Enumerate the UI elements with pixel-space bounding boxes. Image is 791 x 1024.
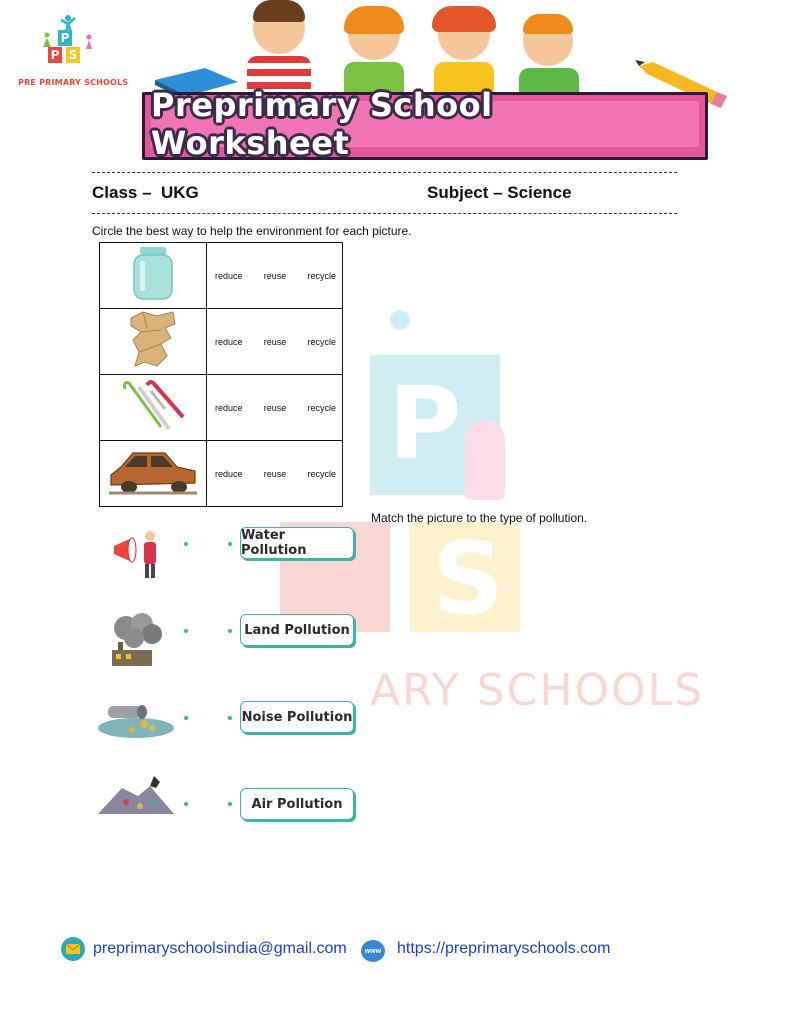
table-row	[100, 309, 343, 375]
options-cell	[207, 441, 343, 507]
section1-instruction: Circle the best way to help the environment for each picture.	[92, 224, 412, 238]
match-dot[interactable]	[184, 716, 188, 720]
watermark-letter-s: S	[432, 520, 505, 637]
option-reuse[interactable]: reuse	[263, 468, 287, 479]
options-cell	[207, 309, 343, 375]
crumpled-paper-icon	[127, 310, 179, 368]
banner	[142, 86, 708, 162]
garbage-pile-icon	[96, 776, 176, 816]
options-cell	[207, 243, 343, 309]
option-recycle[interactable]: recycle	[307, 336, 336, 347]
match-dot[interactable]	[228, 802, 232, 806]
logo-block-p2: P	[48, 47, 62, 63]
picture-cell	[100, 441, 207, 507]
boy-figure-icon	[82, 34, 96, 50]
kid-girl-2	[430, 6, 500, 96]
logo	[18, 14, 128, 94]
girl-figure-icon	[40, 32, 54, 48]
divider-bottom	[92, 213, 677, 214]
option-reuse[interactable]: reuse	[263, 270, 287, 281]
rusty-car-icon	[107, 445, 199, 497]
watermark-girl-icon	[465, 420, 505, 500]
class-label: Class – UKG	[92, 183, 199, 202]
smoke-factory-icon	[108, 612, 166, 668]
label-air-pollution[interactable]: Air Pollution	[240, 788, 354, 820]
logo-block-p: P	[58, 30, 72, 46]
option-reduce[interactable]: reduce	[215, 336, 243, 347]
globe-icon	[361, 940, 385, 962]
table-row	[100, 441, 343, 507]
table-row	[100, 243, 343, 309]
picture-cell	[100, 309, 207, 375]
match-dot[interactable]	[184, 542, 188, 546]
option-recycle[interactable]: recycle	[307, 468, 336, 479]
label-land-pollution[interactable]: Land Pollution	[240, 614, 354, 646]
glass-jar-icon	[128, 245, 178, 301]
noise-megaphone-icon	[110, 528, 165, 580]
kids-illustration	[150, 0, 730, 95]
logo-block-s: S	[66, 47, 80, 63]
match-dot[interactable]	[228, 542, 232, 546]
option-recycle[interactable]: recycle	[307, 402, 336, 413]
label-water-pollution[interactable]: Water Pollution	[240, 527, 354, 559]
match-dot[interactable]	[184, 629, 188, 633]
option-reuse[interactable]: reuse	[263, 402, 287, 413]
choices-table	[99, 242, 343, 507]
option-reduce[interactable]: reduce	[215, 270, 243, 281]
logo-text: PRE PRIMARY SCHOOLS	[18, 78, 129, 87]
match-dot[interactable]	[228, 716, 232, 720]
options-cell	[207, 375, 343, 441]
kid-girl-1	[340, 6, 410, 96]
picture-cell	[100, 375, 207, 441]
option-recycle[interactable]: recycle	[307, 270, 336, 281]
footer-website[interactable]: https://preprimaryschools.com	[397, 940, 611, 957]
match-dot[interactable]	[184, 802, 188, 806]
www-badge: www	[364, 947, 382, 955]
option-reduce[interactable]: reduce	[215, 468, 243, 479]
water-pipe-icon	[96, 700, 176, 742]
plastic-straws-icon	[117, 377, 189, 433]
kid-boy-1	[245, 0, 315, 95]
match-dot[interactable]	[228, 629, 232, 633]
watermark-figure-icon	[390, 310, 410, 330]
section2-instruction: Match the picture to the type of pollution.	[371, 511, 588, 525]
option-reuse[interactable]: reuse	[263, 336, 287, 347]
kid-boy-2	[515, 14, 585, 96]
picture-cell	[100, 243, 207, 309]
footer-email[interactable]: preprimaryschoolsindia@gmail.com	[93, 940, 347, 957]
email-icon	[60, 936, 86, 962]
subject-label: Subject – Science	[427, 183, 572, 202]
label-noise-pollution[interactable]: Noise Pollution	[240, 701, 354, 733]
option-reduce[interactable]: reduce	[215, 402, 243, 413]
watermark-letter-p: P	[388, 365, 462, 482]
watermark-text: ARY SCHOOLS	[370, 665, 705, 716]
divider-top	[92, 172, 677, 173]
table-row	[100, 375, 343, 441]
banner-title: Preprimary School Worksheet	[151, 86, 493, 162]
